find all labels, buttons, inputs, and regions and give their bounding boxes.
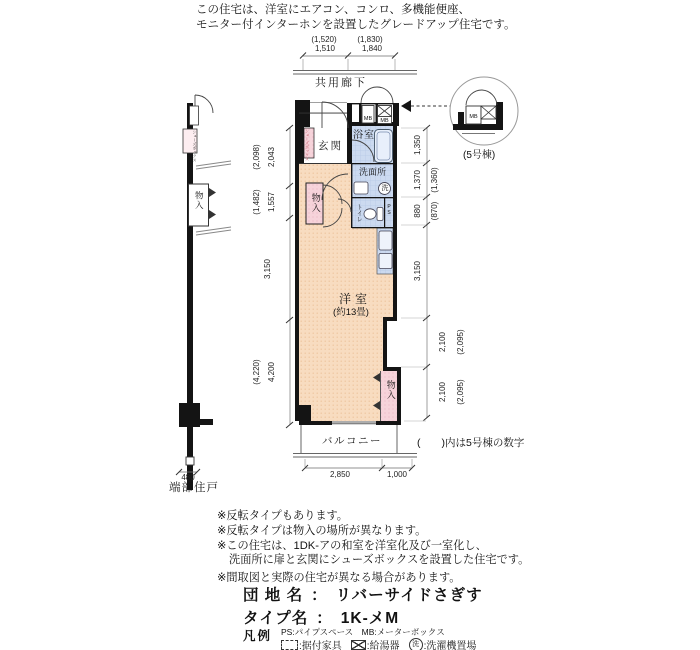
type-name-row [243, 606, 399, 628]
dim-right-6-paren: (2,095) [456, 379, 465, 405]
dim-right-6-value: 2,100 [438, 381, 447, 403]
dim-left-4-paren: (4,220) [252, 359, 261, 385]
bathroom-label: 浴室 [353, 130, 375, 141]
main-room-size-label: (約13畳) [333, 306, 369, 318]
dim-right-3-paren: (870) [430, 201, 439, 221]
note-2: ※反転タイプは物入の場所が異なります。 [217, 525, 427, 537]
washing-machine-icon: 洗 [409, 638, 423, 650]
dim-right-5-paren: (2,095) [456, 329, 465, 355]
detail-circle [450, 77, 518, 145]
paren-note: ( )内は5号棟の数字 [417, 437, 525, 449]
type-colon: ： [316, 610, 333, 627]
dim-left-2-paren: (1,482) [252, 189, 261, 215]
genkan-label: 玄関 [318, 140, 343, 152]
water-heater-icon [351, 640, 366, 650]
note-3: ※この住宅は、1DK-アの和室を洋室化及び一室化し、 [217, 540, 487, 552]
shoes-box-label: シューズボックス [305, 129, 310, 161]
dim-top-2-paren: (1,830) [357, 35, 383, 44]
dim-left-3-value: 3,150 [263, 258, 272, 280]
legend-line1: PS:パイプスペース MB:メーターボックス [281, 627, 445, 637]
detail-caption: (5号棟) [463, 150, 496, 161]
kitchen-stove [379, 254, 392, 269]
dim-left-1-value: 2,043 [267, 146, 276, 168]
left-strip-dim: 480 [181, 473, 195, 482]
dim-top-1-paren: (1,520) [311, 35, 337, 44]
toilet-label: トイレ [355, 204, 362, 222]
main-room-label: 洋室 [338, 292, 371, 306]
left-storage-label: 物入 [194, 191, 205, 210]
legend-heater-text: :給湯器 [366, 641, 400, 650]
vanity-sink [354, 182, 368, 194]
note-4: 洗面所に扉と玄関にシューズボックスを設置した住宅です。 [229, 554, 530, 566]
balcony-window [332, 421, 376, 425]
storage-mid-label: 物入 [310, 193, 321, 213]
storage-bottom-label: 物入 [385, 380, 396, 400]
note-5: ※間取図と実際の住宅が異なる場合があります。 [217, 572, 461, 584]
dim-right-1-value: 1,350 [413, 134, 422, 156]
note-1: ※反転タイプもあります。 [217, 510, 348, 522]
mb-left-label: MB [363, 116, 373, 122]
washroom-label: 洗面所 [359, 167, 387, 177]
legend-title: 凡例 [243, 629, 273, 643]
estate-label: 団 地 名 [243, 587, 304, 604]
detail-mb-label: MB [469, 114, 478, 120]
legend-fixture-text: :据付家具 [299, 641, 342, 650]
dim-left-1-paren: (2,098) [252, 144, 261, 170]
washer-symbol-label: 洗 [381, 184, 389, 192]
header-line2: モニター付インターホンを設置したグレードアップ住宅です。 [196, 18, 516, 31]
dim-bottom-2-value: 1,000 [386, 470, 408, 479]
dim-top-2-value: 1,840 [361, 43, 383, 53]
dim-left-4-value: 4,200 [267, 361, 276, 383]
mb-right-label: MB [380, 117, 389, 124]
legend-washer-text: :洗濯機置場 [423, 641, 477, 650]
type-label: タイプ名 [243, 610, 309, 627]
estate-name: リバーサイドさぎす [335, 587, 483, 604]
balcony-label: バルコニー [322, 435, 382, 447]
dim-top-1-value: 1,510 [314, 43, 336, 53]
toilet-tank [377, 208, 383, 221]
detail-leader [401, 100, 450, 112]
type-name: 1K-メM [340, 610, 400, 627]
estate-colon: ： [311, 587, 328, 604]
dim-right-3-value: 880 [413, 204, 422, 218]
dim-right-4-value: 3,150 [413, 260, 422, 282]
ps-label: PS [386, 204, 392, 216]
left-shoes-box-label: シューズボックス [192, 130, 198, 162]
dim-bottom-1-value: 2,850 [329, 470, 351, 479]
header-line1: この住宅は、洋室にエアコン、コンロ、多機能便座、 [196, 4, 471, 16]
legend-line2 [281, 637, 476, 650]
fitted-furniture-icon [281, 640, 298, 650]
corridor-label: 共用廊下 [315, 77, 367, 89]
dim-left-2-value: 1,557 [267, 191, 276, 213]
end-unit-label: 端部住戸 [169, 482, 219, 494]
kitchen-sink [379, 231, 392, 250]
dim-right-2-paren: (1,360) [430, 167, 439, 193]
estate-name-row [243, 583, 483, 605]
left-strip-plan [179, 95, 231, 490]
dim-right-2-value: 1,370 [413, 169, 422, 191]
dim-right-5-value: 2,100 [438, 331, 447, 353]
left-arrow-icon [401, 100, 411, 112]
toilet-bowl [364, 209, 376, 219]
